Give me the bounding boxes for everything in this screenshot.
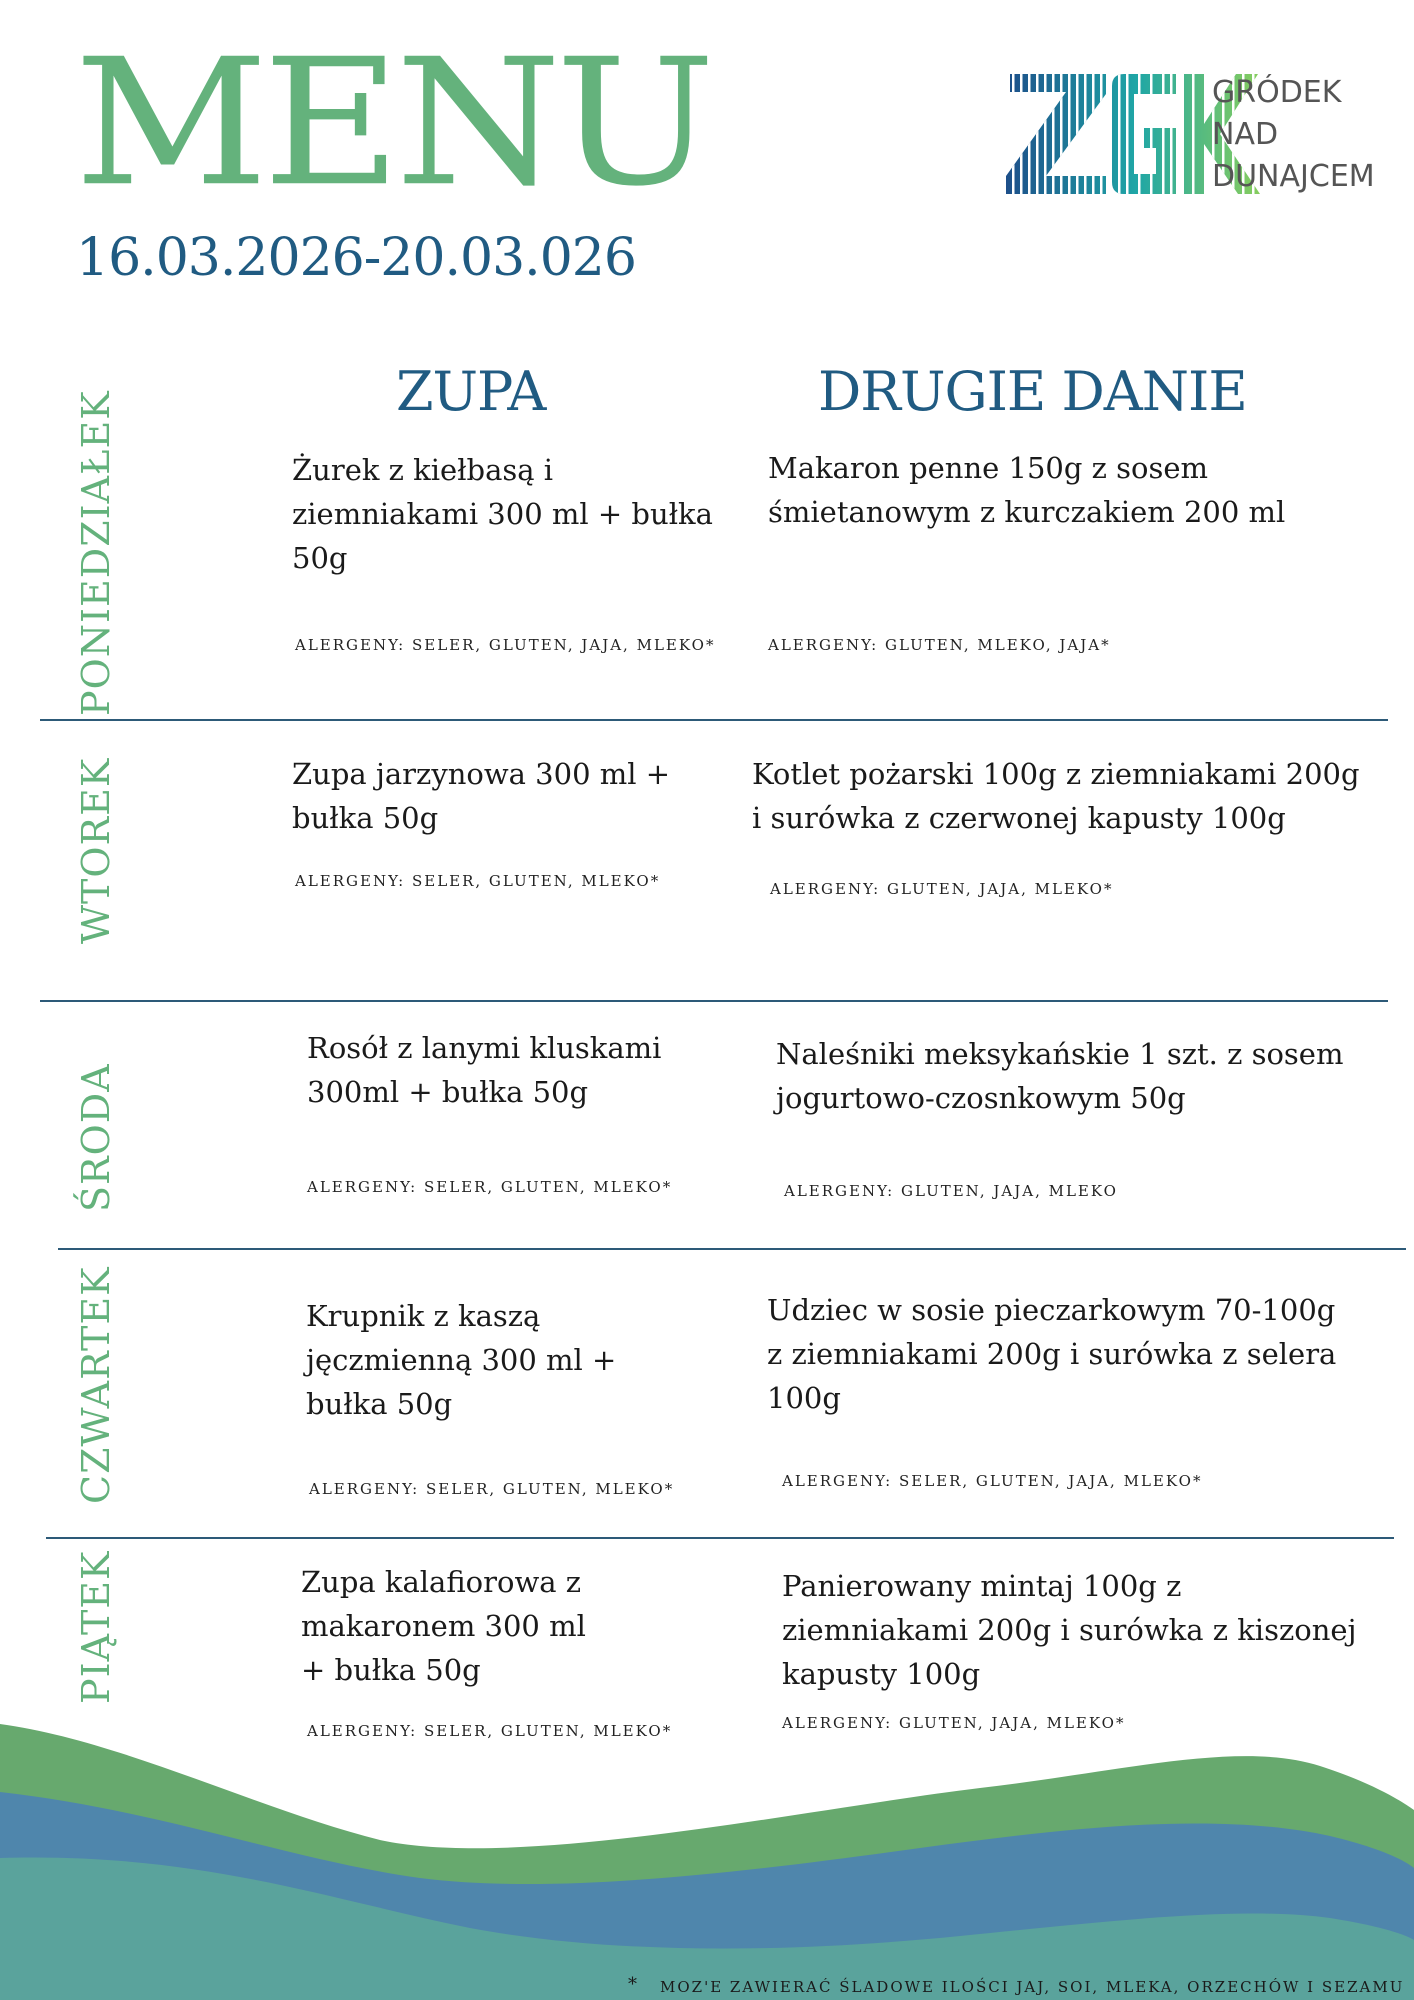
menu-title: MENU	[74, 21, 710, 225]
dish-line: i surówka z czerwonej kapusty 100g	[752, 801, 1286, 835]
tuesday-main	[752, 752, 1360, 840]
dish-line: Rosół z lanymi kluskami	[307, 1031, 662, 1065]
friday-soup-allergens: ALERGENY: SELER, GLUTEN, MLEKO*	[307, 1722, 673, 1740]
dish-line: bułka 50g	[292, 801, 439, 835]
thursday-soup	[306, 1294, 616, 1426]
dish-line: bułka 50g	[306, 1387, 453, 1421]
dish-line: Żurek z kiełbasą i	[292, 453, 554, 487]
dish-line: śmietanowym z kurczakiem 200 ml	[768, 495, 1286, 529]
decorative-waves	[0, 1700, 1414, 2000]
dish-line: Kotlet pożarski 100g z ziemniakami 200g	[752, 757, 1360, 791]
column-header-soup: ZUPA	[396, 360, 546, 423]
friday-soup	[301, 1560, 586, 1692]
dish-line: Makaron penne 150g z sosem	[768, 451, 1209, 485]
day-label-monday: PONIEDZIAŁEK	[74, 390, 118, 716]
thursday-main	[767, 1288, 1336, 1420]
tuesday-main-allergens: ALERGENY: GLUTEN, JAJA, MLEKO*	[770, 880, 1114, 898]
monday-soup	[292, 448, 713, 580]
day-label-thursday: CZWARTEK	[74, 1266, 118, 1504]
dish-line: jogurtowo-czosnkowym 50g	[776, 1081, 1186, 1115]
dish-line: makaronem 300 ml	[301, 1609, 586, 1643]
dish-line: 300ml + bułka 50g	[307, 1075, 589, 1109]
wednesday-soup-allergens: ALERGENY: SELER, GLUTEN, MLEKO*	[307, 1178, 673, 1196]
tuesday-soup	[292, 752, 670, 840]
wednesday-soup	[307, 1026, 661, 1114]
day-label-wednesday: ŚRODA	[74, 1063, 118, 1212]
dish-line: + bułka 50g	[301, 1653, 481, 1687]
column-header-main: DRUGIE DANIE	[818, 360, 1247, 423]
monday-soup-allergens: ALERGENY: SELER, GLUTEN, JAJA, MLEKO*	[295, 636, 716, 654]
footnote-star: *	[628, 1974, 637, 1995]
row-separator	[40, 719, 1388, 721]
dish-line: ziemniakami 300 ml + bułka	[292, 497, 713, 531]
row-separator	[58, 1248, 1406, 1250]
date-range: 16.03.2026-20.03.026	[76, 228, 636, 288]
friday-main-allergens: ALERGENY: GLUTEN, JAJA, MLEKO*	[782, 1714, 1126, 1732]
dish-line: kapusty 100g	[782, 1657, 981, 1691]
monday-main	[768, 446, 1285, 534]
footnote: MOZ'E ZAWIERAĆ ŚLADOWE ILOŚCI JAJ, SOI, MLEKA, ORZECHÓW I SEZAMU	[660, 1978, 1405, 1996]
day-label-tuesday: WTOREK	[74, 757, 118, 944]
logo-line-2: NAD	[1212, 117, 1279, 152]
dish-line: Naleśniki meksykańskie 1 szt. z sosem	[776, 1037, 1344, 1071]
thursday-soup-allergens: ALERGENY: SELER, GLUTEN, MLEKO*	[309, 1480, 675, 1498]
tuesday-soup-allergens: ALERGENY: SELER, GLUTEN, MLEKO*	[295, 872, 661, 890]
logo-line-3: DUNAJCEM	[1212, 159, 1375, 194]
thursday-main-allergens: ALERGENY: SELER, GLUTEN, JAJA, MLEKO*	[782, 1472, 1203, 1490]
logo-mark-text: ZGK	[1006, 72, 1009, 73]
logo-text	[1212, 72, 1375, 198]
day-label-friday: PIĄTEK	[74, 1550, 118, 1704]
friday-main	[782, 1564, 1357, 1696]
logo-line-1: GRÓDEK	[1212, 75, 1342, 110]
dish-line: jęczmienną 300 ml +	[306, 1343, 617, 1377]
row-separator	[40, 1000, 1388, 1002]
dish-line: Krupnik z kaszą	[306, 1299, 541, 1333]
dish-line: 100g	[767, 1381, 841, 1415]
dish-line: z ziemniakami 200g i surówka z selera	[767, 1337, 1337, 1371]
row-separator	[46, 1537, 1394, 1539]
dish-line: Udziec w sosie pieczarkowym 70-100g	[767, 1293, 1336, 1327]
dish-line: Zupa jarzynowa 300 ml +	[292, 757, 671, 791]
dish-line: 50g	[292, 541, 348, 575]
wednesday-main-allergens: ALERGENY: GLUTEN, JAJA, MLEKO	[784, 1182, 1118, 1200]
dish-line: Zupa kalafiorowa z	[301, 1565, 582, 1599]
monday-main-allergens: ALERGENY: GLUTEN, MLEKO, JAJA*	[768, 636, 1111, 654]
dish-line: ziemniakami 200g i surówka z kiszonej	[782, 1613, 1357, 1647]
dish-line: Panierowany mintaj 100g z	[782, 1569, 1182, 1603]
wednesday-main	[776, 1032, 1343, 1120]
